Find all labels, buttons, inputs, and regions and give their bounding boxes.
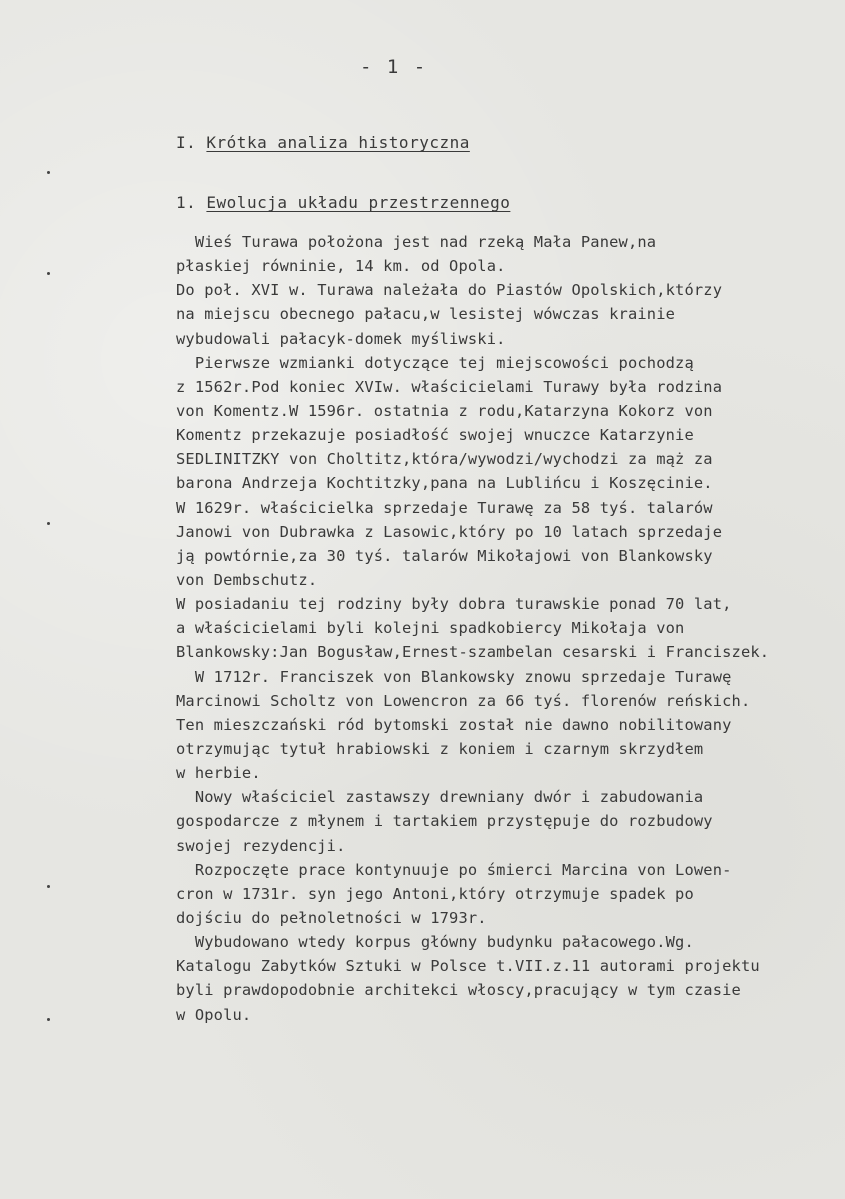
subsection-number: 1. [176,193,197,212]
text-line: W 1629r. właścicielka sprzedaje Turawę za 58 tyś. talarów [176,498,713,517]
text-line: w herbie. [176,764,261,783]
binder-hole-mark [47,171,50,174]
text-line: Do poł. XVI w. Turawa należała do Piastów Opolskich,którzy [176,281,723,300]
text-line: Katalogu Zabytków Sztuki w Polsce t.VII.z.11 autorami projektu [176,957,760,976]
text-line: wybudowali pałacyk-domek myśliwski. [176,329,506,348]
text-line: swojej rezydencji. [176,836,346,855]
text-line: a właścicielami byli kolejni spadkobiercy Mikołaja von [176,619,685,638]
text-line: cron w 1731r. syn jego Antoni,który otrzymuje spadek po [176,884,694,903]
section-title: Krótka analiza historyczna [206,133,470,152]
page-number: - 1 - [360,56,428,78]
section-number: I. [176,133,197,152]
text-line: płaskiej równinie, 14 km. od Opola. [176,257,506,276]
body-text [176,230,836,1027]
text-line: Wybudowano wtedy korpus główny budynku pałacowego.Wg. [176,933,694,952]
text-line: Komentz przekazuje posiadłość swojej wnuczce Katarzynie [176,426,694,445]
binder-hole-mark [47,272,50,275]
text-line: barona Andrzeja Kochtitzky,pana na Lublińcu i Koszęcinie. [176,474,713,493]
text-line: w Opolu. [176,1005,252,1024]
text-line: gospodarcze z młynem i tartakiem przystępuje do rozbudowy [176,812,713,831]
text-line: Ten mieszczański ród bytomski został nie dawno nobilitowany [176,715,732,734]
text-line: Rozpoczęte prace kontynuuje po śmierci Marcina von Lowen- [176,860,732,879]
text-line: SEDLINITZKY von Choltitz,która/wywodzi/wychodzi za mąż za [176,450,713,469]
text-line: Blankowsky:Jan Bogusław,Ernest-szambelan cesarski i Franciszek. [176,643,770,662]
binder-hole-mark [47,1018,50,1021]
section-heading [176,133,470,152]
text-line: z 1562r.Pod koniec XVIw. właścicielami Turawy była rodzina [176,377,723,396]
text-line: Janowi von Dubrawka z Lasowic,który po 10 latach sprzedaje [176,522,723,541]
text-line: na miejscu obecnego pałacu,w lesistej wówczas krainie [176,305,676,324]
text-line: W posiadaniu tej rodziny były dobra turawskie ponad 70 lat, [176,595,732,614]
binder-hole-mark [47,522,50,525]
text-line: dojściu do pełnoletności w 1793r. [176,908,487,927]
text-line: byli prawdopodobnie architekci włoscy,pracujący w tym czasie [176,981,741,1000]
text-line: von Dembschutz. [176,570,318,589]
text-line: ją powtórnie,za 30 tyś. talarów Mikołajowi von Blankowsky [176,546,713,565]
text-line: von Komentz.W 1596r. ostatnia z rodu,Katarzyna Kokorz von [176,401,713,420]
text-line: Nowy właściciel zastawszy drewniany dwór i zabudowania [176,788,704,807]
text-line: otrzymując tytuł hrabiowski z koniem i czarnym skrzydłem [176,739,704,758]
binder-hole-mark [47,885,50,888]
text-line: Marcinowi Scholtz von Lowencron za 66 tyś. florenów reńskich. [176,691,751,710]
subsection-heading [176,193,510,212]
text-line: Pierwsze wzmianki dotyczące tej miejscowości pochodzą [176,353,694,372]
subsection-title: Ewolucja_układu przestrzennego [206,193,511,212]
text-line: W 1712r. Franciszek von Blankowsky znowu sprzedaje Turawę [176,667,732,686]
text-line: Wieś Turawa położona jest nad rzeką Mała Panew,na [176,233,657,251]
